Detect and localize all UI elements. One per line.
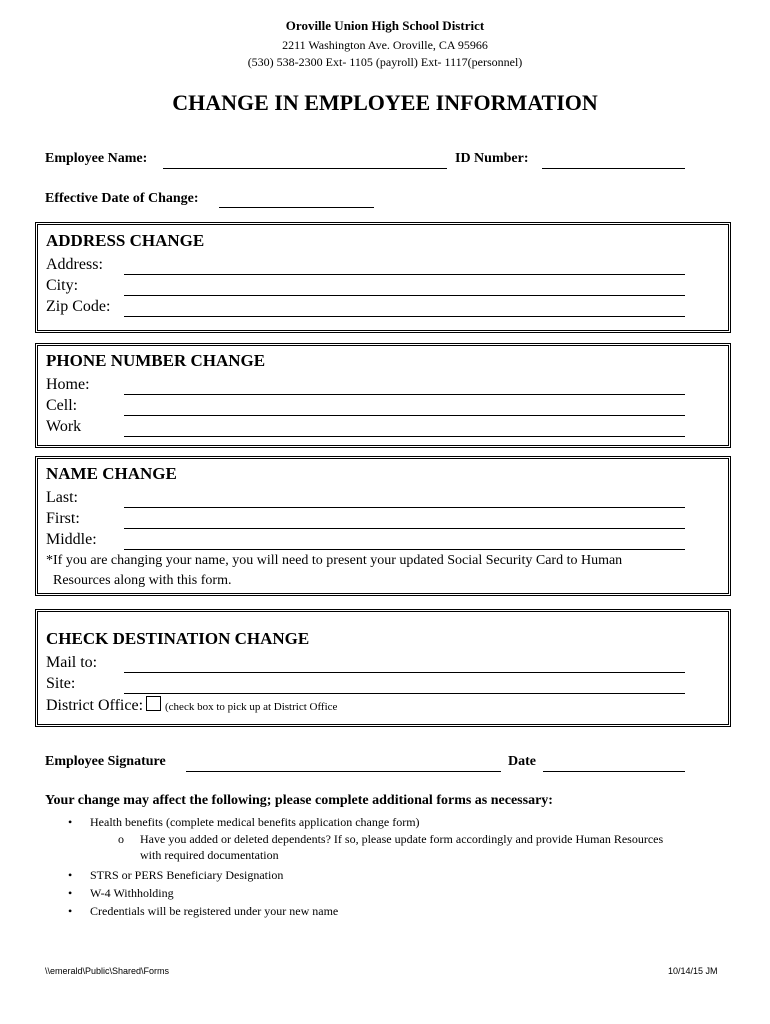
district-office-row — [46, 696, 337, 715]
address-field[interactable] — [124, 274, 685, 275]
district-office-label: District Office: — [46, 697, 144, 714]
district-name: Oroville Union High School District — [285, 18, 485, 33]
district-office-note: (check box to pick up at District Office — [165, 701, 338, 713]
address-label: Address: — [46, 256, 103, 273]
name-change-note-line2: Resources along with this form. — [53, 573, 232, 588]
cell-phone-label: Cell: — [46, 397, 78, 414]
work-phone-label: Work — [46, 418, 82, 435]
phone-change-section — [35, 343, 731, 448]
zip-code-label: Zip Code: — [46, 298, 111, 315]
employee-name-label: Employee Name: — [45, 151, 148, 166]
sub-list-item-text-line1: Have you added or deleted dependents? If so, please update form accordingly and provide Human Resources — [140, 832, 664, 846]
address-change-title: ADDRESS CHANGE — [46, 231, 205, 250]
name-change-note-line1: *If you are changing your name, you will need to present your updated Social Security Card to Human — [46, 553, 623, 568]
first-name-field[interactable] — [124, 528, 685, 529]
footer-revision: 10/14/15 JM — [668, 966, 718, 976]
middle-name-field[interactable] — [124, 549, 685, 550]
footer-path: \\emerald\Public\Shared\Forms — [45, 966, 170, 976]
district-office-checkbox[interactable] — [146, 696, 161, 711]
list-item — [68, 813, 663, 831]
last-name-label: Last: — [46, 489, 78, 506]
sub-list-item — [68, 831, 663, 863]
district-address: 2211 Washington Ave. Oroville, CA 95966 — [282, 38, 488, 52]
site-field[interactable] — [124, 693, 685, 694]
id-number-label: ID Number: — [455, 151, 529, 166]
city-label: City: — [46, 277, 79, 294]
sub-list-item-text-line2: with required documentation — [140, 848, 279, 862]
bullet-icon: • — [68, 868, 73, 882]
form-title: CHANGE IN EMPLOYEE INFORMATION — [172, 90, 598, 115]
employee-signature-label: Employee Signature — [45, 754, 166, 769]
site-label: Site: — [46, 675, 76, 692]
effective-date-field[interactable] — [219, 207, 374, 208]
bullet-icon: • — [68, 815, 73, 829]
zip-code-field[interactable] — [124, 316, 685, 317]
check-destination-section — [35, 609, 731, 727]
address-change-section — [35, 222, 731, 333]
effective-date-label: Effective Date of Change: — [45, 191, 199, 206]
list-item-text: Credentials will be registered under your new name — [90, 904, 339, 918]
middle-name-label: Middle: — [46, 531, 97, 548]
employee-name-field[interactable] — [163, 168, 447, 169]
list-item — [68, 884, 663, 902]
employee-signature-field[interactable] — [186, 771, 501, 772]
city-field[interactable] — [124, 295, 685, 296]
last-name-field[interactable] — [124, 507, 685, 508]
mail-to-label: Mail to: — [46, 654, 98, 671]
sub-bullet-icon: o — [118, 832, 124, 846]
list-item — [68, 866, 663, 884]
list-item-text: STRS or PERS Beneficiary Designation — [90, 868, 284, 882]
phone-change-title: PHONE NUMBER CHANGE — [46, 351, 266, 370]
list-item — [68, 902, 663, 920]
district-phone: (530) 538-2300 Ext- 1105 (payroll) Ext- 1117(personnel) — [247, 55, 523, 69]
bullet-icon: • — [68, 886, 73, 900]
home-phone-field[interactable] — [124, 394, 685, 395]
affect-heading: Your change may affect the following; please complete additional forms as necessary: — [45, 793, 553, 808]
name-change-title: NAME CHANGE — [46, 464, 177, 483]
affect-list — [68, 813, 663, 920]
id-number-field[interactable] — [542, 168, 685, 169]
name-change-section — [35, 456, 731, 596]
list-item-text: Health benefits (complete medical benefits application change form) — [90, 815, 420, 829]
date-field[interactable] — [543, 771, 685, 772]
bullet-icon: • — [68, 904, 73, 918]
date-label: Date — [508, 754, 536, 769]
mail-to-field[interactable] — [124, 672, 685, 673]
work-phone-field[interactable] — [124, 436, 685, 437]
list-item-text: W-4 Withholding — [90, 886, 174, 900]
check-destination-title: CHECK DESTINATION CHANGE — [46, 629, 310, 648]
cell-phone-field[interactable] — [124, 415, 685, 416]
first-name-label: First: — [46, 510, 80, 527]
home-phone-label: Home: — [46, 376, 90, 393]
